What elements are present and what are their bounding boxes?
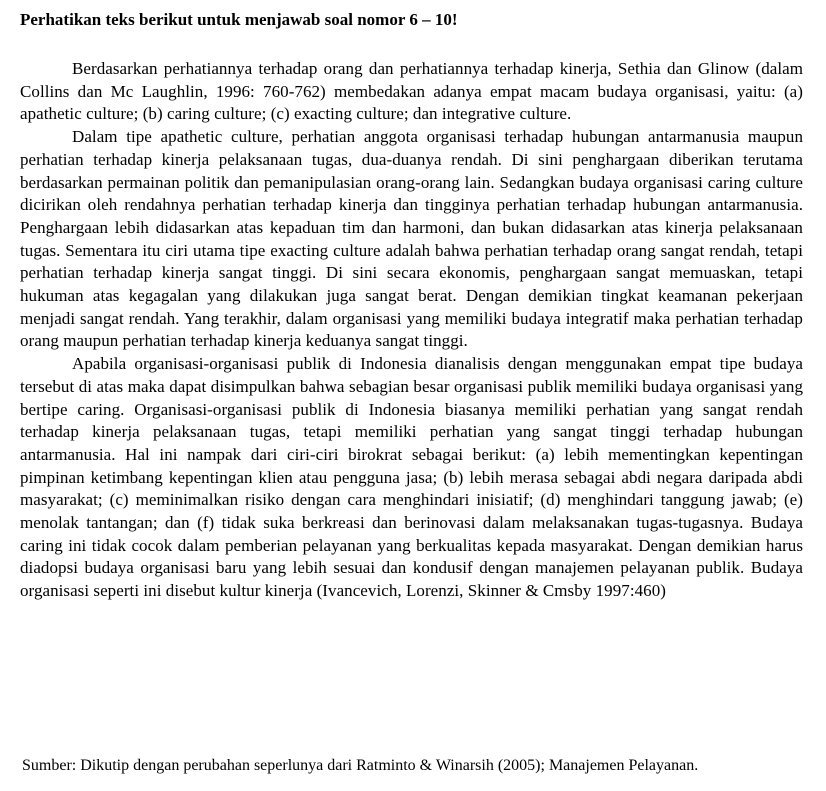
document-body	[20, 8, 803, 603]
paragraph-2: Dalam tipe apathetic culture, perhatian anggota organisasi terhadap hubungan antarmanusia maupun perhatian terhadap kinerja pelaksanaan tugas, dua-duanya rendah. Di sini penghargaan diberikan terutama berdasarkan permainan politik dan pemanipulasian orang-orang lain. Sedangkan budaya organisasi caring culture dicirikan oleh rendahnya perhatian terhadap kinerja dan tingginya perhatian terhadap hubungan antarmanusia. Penghargaan lebih didasarkan atas kepaduan tim dan harmoni, dan bukan didasarkan atas kinerja pelaksanaan tugas. Sementara itu ciri utama tipe exacting culture adalah bahwa perhatian terhadap orang sangat rendah, tetapi perhatian terhadap kinerja sangat tinggi. Di sini secara ekonomis, penghargaan sangat memuaskan, tetapi hukuman atas kegagalan yang dilakukan juga sangat berat. Dengan demikian tingkat keamanan pekerjaan menjadi sangat rendah. Yang terakhir, dalam organisasi yang memiliki budaya integratif maka perhatian terhadap orang maupun perhatian terhadap kinerja keduanya sangat tinggi.	[20, 127, 803, 351]
source-citation: Sumber: Dikutip dengan perubahan seperlunya dari Ratminto & Winarsih (2005); Manajemen Pelayanan.	[22, 757, 699, 774]
paragraph-1: Berdasarkan perhatiannya terhadap orang dan perhatiannya terhadap kinerja, Sethia dan Glinow (dalam Collins dan Mc Laughlin, 1996: 760-762) membedakan adanya empat macam budaya organisasi, yaitu: (a) apathetic culture; (b) caring culture; (c) exacting culture; dan integrative culture.	[20, 59, 803, 124]
paragraph-3: Apabila organisasi-organisasi publik di Indonesia dianalisis dengan menggunakan empat tipe budaya tersebut di atas maka dapat disimpulkan bahwa sebagian besar organisasi publik memiliki budaya organisasi yang bertipe caring. Organisasi-organisasi publik di Indonesia biasanya memiliki perhatian yang sangat rendah terhadap kinerja pelaksanaan tugas, tetapi memiliki perhatian yang sangat tinggi terhadap hubungan antarmanusia. Hal ini nampak dari ciri-ciri birokrat sebagai berikut: (a) lebih mementingkan kepentingan pimpinan ketimbang kepentingan klien atau pengguna jasa; (b) lebih merasa sebagai abdi negara daripada abdi masyarakat; (c) meminimalkan risiko dengan cara menghindari inisiatif; (d) menghindari tanggung jawab; (e) menolak tantangan; dan (f) tidak suka berkreasi dan berinovasi dalam melaksanakan tugas-tugasnya. Budaya caring ini tidak cocok dalam pemberian pelayanan yang berkualitas kepada masyarakat. Dengan demikian harus diadopsi budaya organisasi baru yang lebih sesuai dan kondusif dengan manajemen pelayanan publik. Budaya organisasi seperti ini disebut kultur kinerja (Ivancevich, Lorenzi, Skinner & Cmsby 1997:460)	[20, 354, 803, 601]
instruction-heading: Perhatikan teks berikut untuk menjawab soal nomor 6 – 10!	[20, 10, 458, 29]
